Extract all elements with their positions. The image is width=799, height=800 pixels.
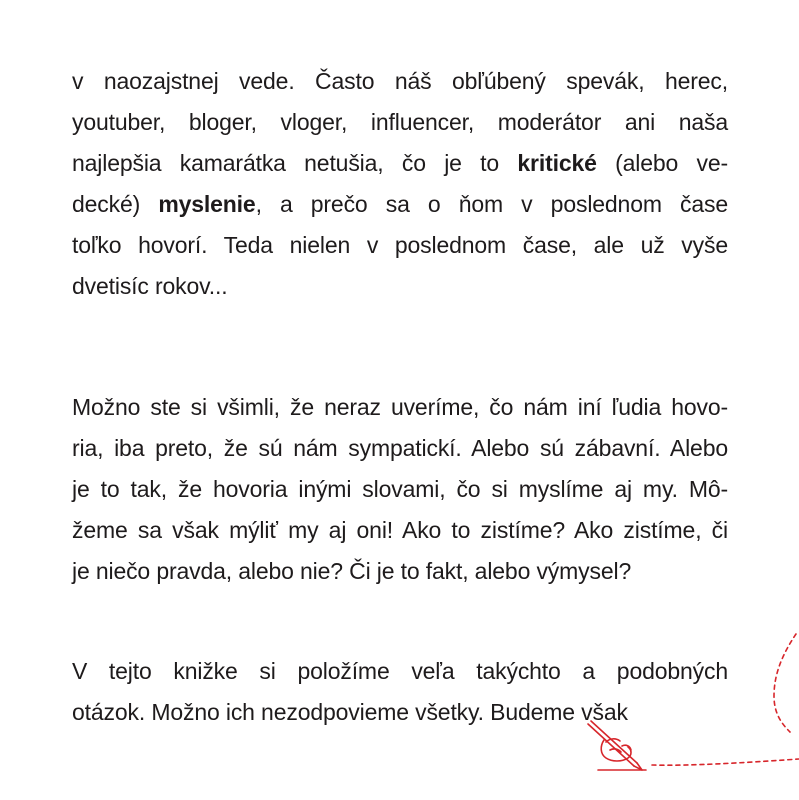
bold-term: myslenie <box>158 191 256 217</box>
text-line <box>72 428 728 469</box>
text-line <box>72 184 728 225</box>
text-line <box>72 551 728 592</box>
text-segment: (alebo ve- <box>596 150 728 176</box>
dashed-line <box>652 759 799 765</box>
text-segment: žeme sa však mýliť my aj oni! Ako to zistíme? Ako zistíme, či <box>72 517 728 543</box>
text-segment: , a prečo sa o ňom v poslednom čase <box>255 191 729 217</box>
text-line <box>72 143 728 184</box>
text-line <box>72 469 728 510</box>
dashed-curve <box>774 634 796 732</box>
text-line <box>72 61 728 102</box>
text-segment: youtuber, bloger, vloger, influencer, moderátor ani naša <box>72 109 728 135</box>
text-segment: ria, iba preto, že sú nám sympatickí. Alebo sú zábavní. Alebo <box>72 435 728 461</box>
hand-writing-pen-icon <box>588 721 646 770</box>
text-segment: toľko hovorí. Teda nielen v poslednom čase, ale už vyše <box>72 232 728 258</box>
paragraph-1 <box>72 61 728 307</box>
dashed-path-decoration <box>560 620 799 800</box>
text-segment: dvetisíc rokov... <box>72 273 228 299</box>
text-segment: decké) <box>72 191 159 217</box>
text-segment: je niečo pravda, alebo nie? Či je to fakt, alebo výmysel? <box>72 558 632 584</box>
text-line <box>72 387 728 428</box>
text-segment: je to tak, že hovoria inými slovami, čo si myslíme aj my. Mô- <box>72 476 728 502</box>
text-line <box>72 510 728 551</box>
bold-term: kritické <box>517 150 597 176</box>
text-line <box>72 102 728 143</box>
text-segment: V tejto knižke si položíme veľa takýchto a podobných <box>72 658 728 684</box>
text-segment: najlepšia kamarátka netušia, čo je to <box>72 150 518 176</box>
text-line <box>72 225 728 266</box>
text-segment: otázok. Možno ich nezodpovieme všetky. Budeme však <box>72 699 628 725</box>
text-segment: Možno ste si všimli, že neraz uveríme, čo nám iní ľudia hovo- <box>72 394 728 420</box>
text-segment: v naozajstnej vede. Často náš obľúbený spevák, herec, <box>72 68 728 94</box>
paragraph-2 <box>72 387 728 592</box>
text-line <box>72 266 728 307</box>
